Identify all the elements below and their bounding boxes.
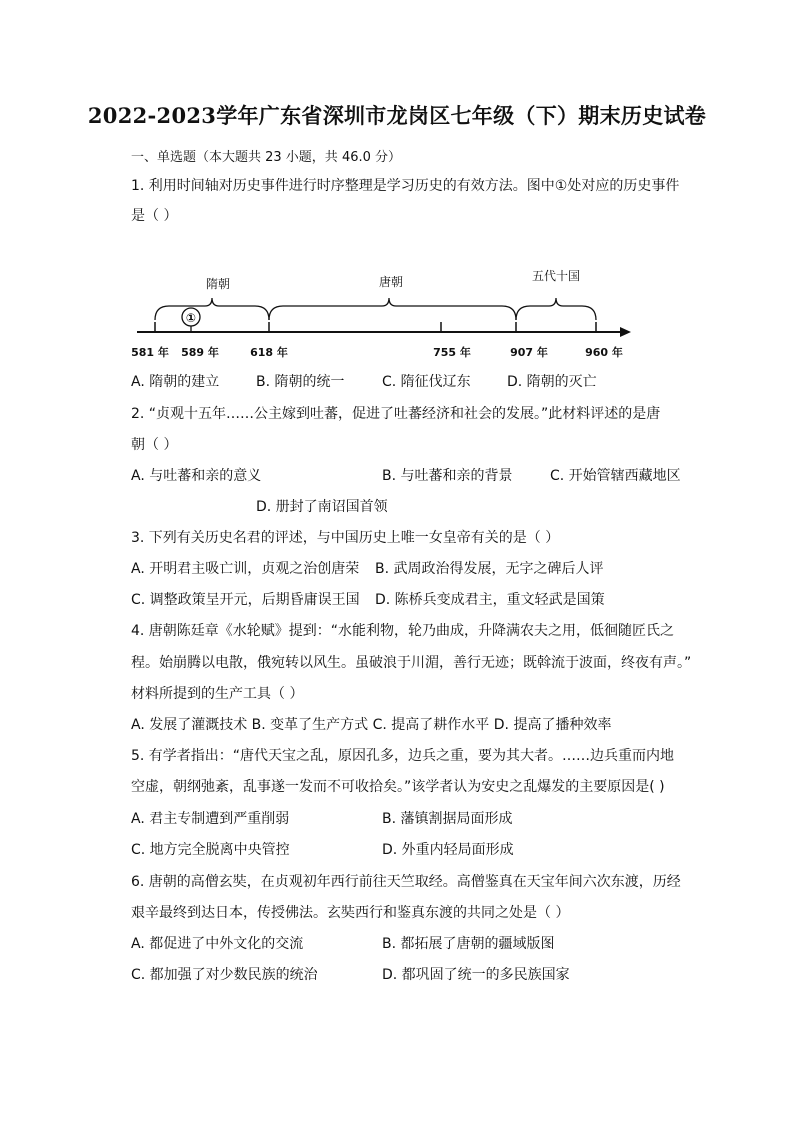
year-589: 589 年 (181, 346, 219, 359)
q1-stem-line2: 是（ ） (131, 208, 178, 224)
q2-option-b[interactable]: B. 与吐蕃和亲的背景 (382, 468, 513, 484)
q1-stem-line1: 1. 利用时间轴对历史事件进行时序整理是学习历史的有效方法。图中①处对应的历史事件 (131, 178, 680, 194)
wudai-label: 五代十国 (531, 269, 581, 283)
q1-option-b[interactable]: B. 隋朝的统一 (256, 374, 345, 390)
q1-option-d[interactable]: D. 隋朝的灭亡 (507, 374, 597, 390)
q1-option-c[interactable]: C. 隋征伐辽东 (382, 374, 471, 390)
q6-stem-line2: 艰辛最终到达日本，传授佛法。玄奘西行和鉴真东渡的共同之处是（ ） (131, 905, 570, 921)
tang-label: 唐朝 (378, 275, 404, 289)
section-heading: 一、单选题（本大题共 23 小题，共 46.0 分） (131, 150, 402, 165)
q4-options[interactable]: A. 发展了灌溉技术 B. 变革了生产方式 C. 提高了耕作水平 D. 提高了播种效率 (131, 717, 612, 733)
q6-option-d[interactable]: D. 都巩固了统一的多民族国家 (382, 967, 570, 983)
q4-stem-line1: 4. 唐朝陈廷章《水轮赋》提到：“水能利物，轮乃曲成，升降满农夫之用，低徊随匠氏之 (131, 623, 675, 639)
q2-stem-line2: 朝（ ） (131, 437, 178, 453)
sui-label: 隋朝 (205, 277, 231, 291)
q2-option-d[interactable]: D. 册封了南诏国首领 (256, 499, 388, 515)
tang-brace (269, 298, 516, 320)
q3-option-b[interactable]: B. 武周政治得发展，无字之碑后人评 (375, 561, 604, 577)
q5-option-a[interactable]: A. 君主专制遭到严重削弱 (131, 811, 290, 827)
q6-option-c[interactable]: C. 都加强了对少数民族的统治 (131, 967, 318, 983)
q1-option-a[interactable]: A. 隋朝的建立 (131, 374, 220, 390)
q5-option-b[interactable]: B. 藩镇割据局面形成 (382, 811, 513, 827)
q6-option-b[interactable]: B. 都拓展了唐朝的疆域版图 (382, 936, 555, 952)
q3-option-c[interactable]: C. 调整政策呈开元，后期昏庸误王国 (131, 592, 360, 608)
exam-title: 2022-2023学年广东省深圳市龙岗区七年级（下）期末历史试卷 (87, 103, 707, 128)
q6-stem-line1: 6. 唐朝的高僧玄奘，在贞观初年西行前往天竺取经。高僧鉴真在天宝年间六次东渡，历经 (131, 874, 681, 890)
q2-option-a[interactable]: A. 与吐蕃和亲的意义 (131, 468, 262, 484)
q5-stem-line2: 空虚，朝纲弛紊，乱事遂一发而不可收拾矣。”该学者认为安史之乱爆发的主要原因是( ) (131, 779, 665, 795)
timeline-arrow-icon (620, 327, 631, 337)
wudai-brace (516, 298, 596, 320)
timeline-figure (125, 262, 635, 367)
year-618: 618 年 (250, 346, 288, 359)
year-907: 907 年 (510, 346, 548, 359)
q2-stem-line1: 2. “贞观十五年……公主嫁到吐蕃，促进了吐蕃经济和社会的发展。”此材料评述的是唐 (131, 406, 661, 422)
q5-option-c[interactable]: C. 地方完全脱离中央管控 (131, 842, 290, 858)
q5-stem-line1: 5. 有学者指出：“唐代天宝之乱，原因孔多，边兵之重，要为其大者。……边兵重而内地 (131, 748, 675, 764)
q3-stem-line1: 3. 下列有关历史名君的评述，与中国历史上唯一女皇帝有关的是（ ） (131, 530, 560, 546)
marker-label: ① (185, 311, 197, 325)
q3-option-a[interactable]: A. 开明君主吸亡训，贞观之治创唐荣 (131, 561, 360, 577)
q2-option-c[interactable]: C. 开始管辖西藏地区 (550, 468, 681, 484)
q3-option-d[interactable]: D. 陈桥兵变成君主，重文轻武是国策 (375, 592, 605, 608)
q5-option-d[interactable]: D. 外重内轻局面形成 (382, 842, 514, 858)
year-755: 755 年 (433, 346, 471, 359)
q6-option-a[interactable]: A. 都促进了中外文化的交流 (131, 936, 304, 952)
q4-stem-line3: 材料所提到的生产工具（ ） (131, 686, 304, 702)
year-581: 581 年 (131, 346, 169, 359)
q4-stem-line2: 程。始崩腾以电散，俄宛转以风生。虽破浪于川湄，善行无迹；既斡流于波面，终夜有声。” (131, 655, 692, 671)
sui-brace (155, 298, 269, 320)
year-960: 960 年 (585, 346, 623, 359)
